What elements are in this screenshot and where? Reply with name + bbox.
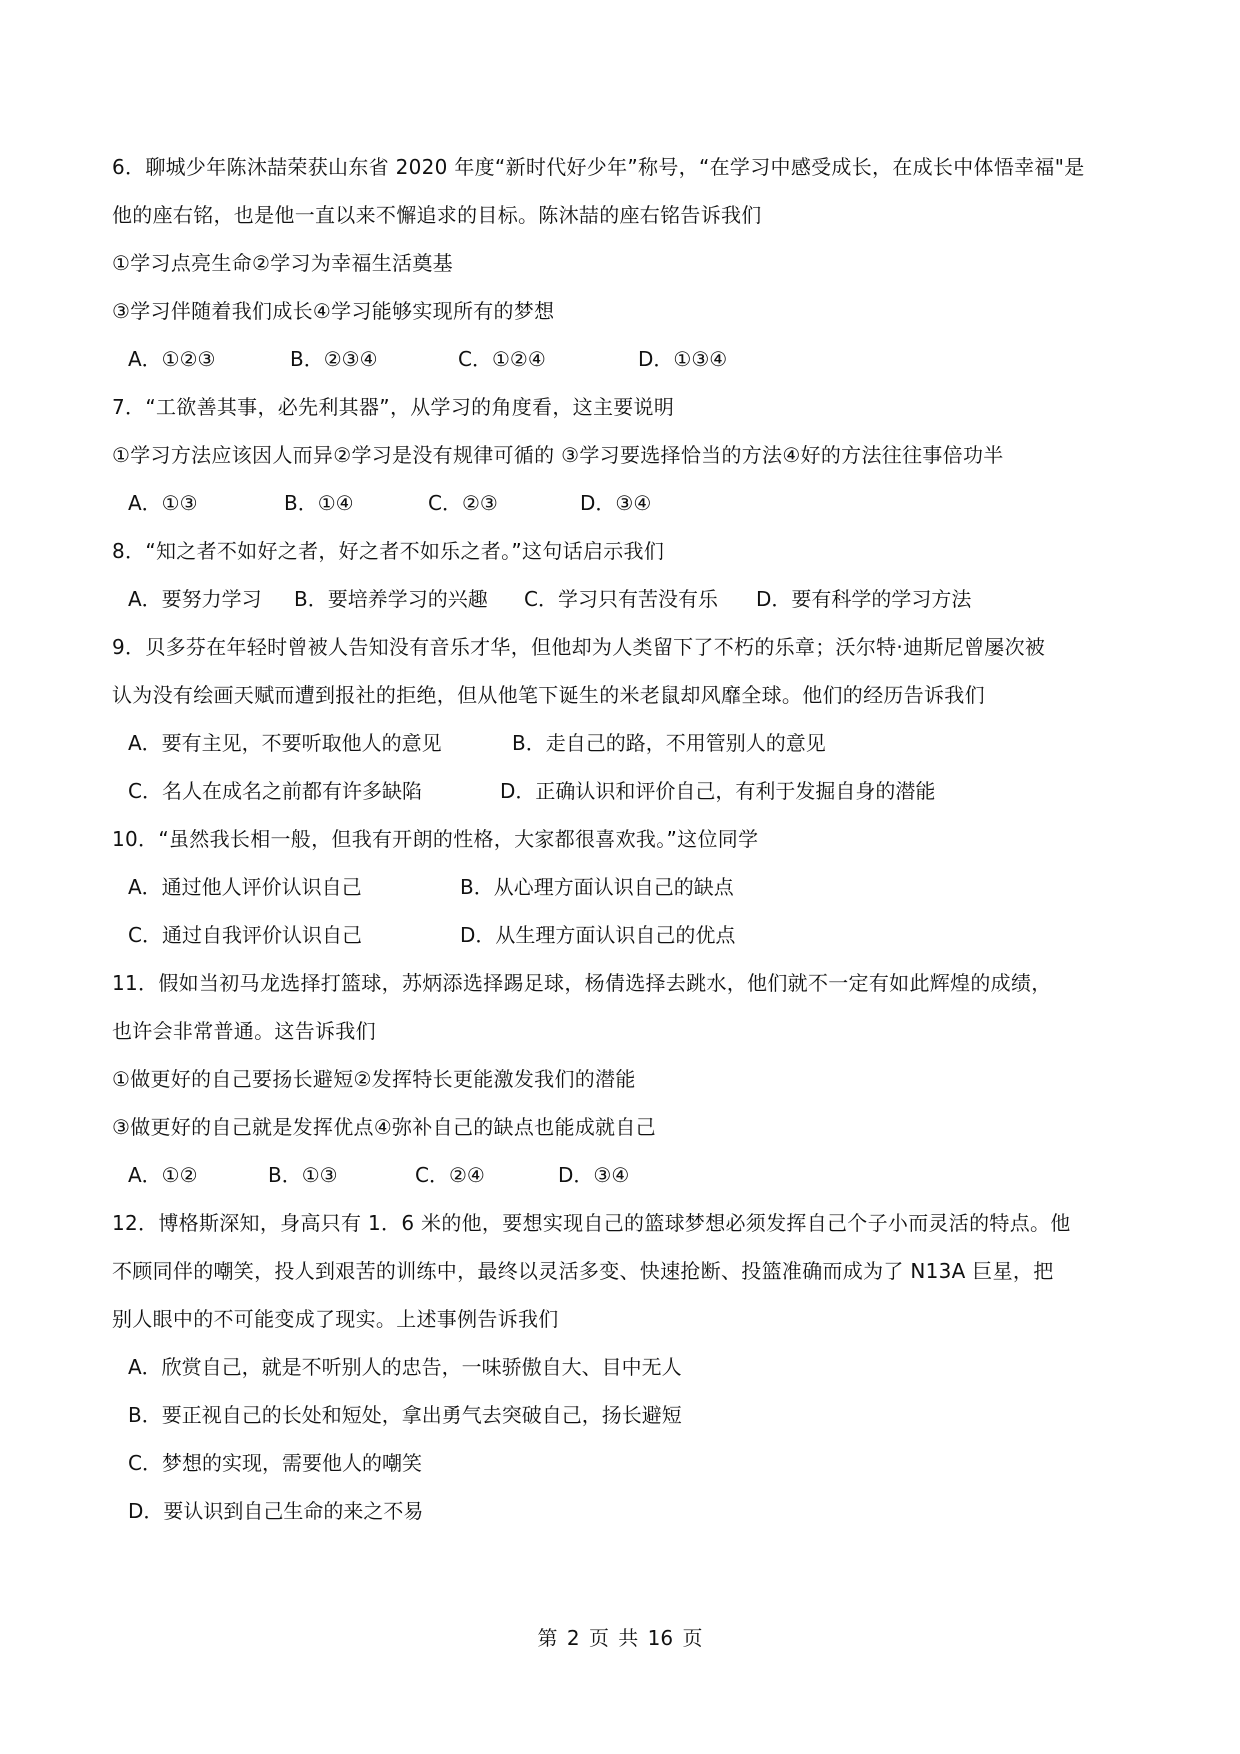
question-12-option-d: D．要认识到自己生命的来之不易 bbox=[128, 1499, 424, 1523]
question-9-option-c: C．名人在成名之前都有许多缺陷 bbox=[128, 779, 422, 803]
question-11-option-b: B．①③ bbox=[268, 1163, 338, 1187]
question-7-statements: ①学习方法应该因人而异②学习是没有规律可循的 ③学习要选择恰当的方法④好的方法往往事倍功半 bbox=[112, 443, 1004, 467]
question-6-option-d: D．①③④ bbox=[638, 347, 728, 371]
question-7-option-a: A．①③ bbox=[128, 491, 198, 515]
question-8-option-c: C．学习只有苦没有乐 bbox=[524, 587, 718, 611]
question-7-option-d: D．③④ bbox=[580, 491, 652, 515]
question-11-stem-line-2: 也许会非常普通。这告诉我们 bbox=[112, 1019, 376, 1043]
question-12-option-b: B．要正视自己的长处和短处，拿出勇气去突破自己，扬长避短 bbox=[128, 1403, 682, 1427]
question-7-option-c: C．②③ bbox=[428, 491, 498, 515]
question-10-option-c: C．通过自我评价认识自己 bbox=[128, 923, 362, 947]
question-10-option-d: D．从生理方面认识自己的优点 bbox=[460, 923, 736, 947]
question-12-option-a: A．欣赏自己，就是不听别人的忠告，一味骄傲自大、目中无人 bbox=[128, 1355, 682, 1379]
question-9-option-d: D．正确认识和评价自己，有利于发掘自身的潜能 bbox=[500, 779, 936, 803]
question-9-stem-line-2: 认为没有绘画天赋而遭到报社的拒绝，但从他笔下诞生的米老鼠却风靡全球。他们的经历告诉我们 bbox=[112, 683, 985, 707]
question-8-stem: 8．“知之者不如好之者，好之者不如乐之者。”这句话启示我们 bbox=[112, 539, 665, 563]
question-12-stem-line-1: 12．博格斯深知，身高只有 1．6 米的他，要想实现自己的篮球梦想必须发挥自己个子小而灵活的特点。他 bbox=[112, 1211, 1071, 1235]
question-8-option-b: B．要培养学习的兴趣 bbox=[294, 587, 488, 611]
question-9-stem-line-1: 9．贝多芬在年轻时曾被人告知没有音乐才华，但他却为人类留下了不朽的乐章；沃尔特·迪斯尼曾屡次被 bbox=[112, 635, 1046, 659]
question-8-option-d: D．要有科学的学习方法 bbox=[756, 587, 972, 611]
question-7-option-b: B．①④ bbox=[284, 491, 354, 515]
question-6-option-b: B．②③④ bbox=[290, 347, 378, 371]
question-10-option-b: B．从心理方面认识自己的缺点 bbox=[460, 875, 734, 899]
question-9-option-b: B．走自己的路，不用管别人的意见 bbox=[512, 731, 826, 755]
question-11-statement-line-2: ③做更好的自己就是发挥优点④弥补自己的缺点也能成就自己 bbox=[112, 1115, 656, 1139]
question-11-statement-line-1: ①做更好的自己要扬长避短②发挥特长更能激发我们的潜能 bbox=[112, 1067, 636, 1091]
question-6-statement-line-1: ①学习点亮生命②学习为幸福生活奠基 bbox=[112, 251, 453, 275]
question-10-stem: 10．“虽然我长相一般，但我有开朗的性格，大家都很喜欢我。”这位同学 bbox=[112, 827, 759, 851]
question-6-statement-line-2: ③学习伴随着我们成长④学习能够实现所有的梦想 bbox=[112, 299, 555, 323]
question-9-option-a: A．要有主见，不要听取他人的意见 bbox=[128, 731, 442, 755]
question-11-option-c: C．②④ bbox=[415, 1163, 485, 1187]
question-6-option-c: C．①②④ bbox=[458, 347, 546, 371]
question-6-option-a: A．①②③ bbox=[128, 347, 216, 371]
question-12-option-c: C．梦想的实现，需要他人的嘲笑 bbox=[128, 1451, 422, 1475]
question-7-stem: 7．“工欲善其事，必先利其器”，从学习的角度看，这主要说明 bbox=[112, 395, 675, 419]
question-11-option-d: D．③④ bbox=[558, 1163, 630, 1187]
question-10-option-a: A．通过他人评价认识自己 bbox=[128, 875, 362, 899]
question-12-stem-line-2: 不顾同伴的嘲笑，投人到艰苦的训练中，最终以灵活多变、快速抢断、投篮准确而成为了 N13A 巨星，把 bbox=[112, 1259, 1054, 1283]
question-8-option-a: A．要努力学习 bbox=[128, 587, 262, 611]
page-number-footer: 第 2 页 共 16 页 bbox=[537, 1626, 703, 1650]
question-11-stem-line-1: 11．假如当初马龙选择打篮球，苏炳添选择踢足球，杨倩选择去跳水，他们就不一定有如此辉煌的成绩， bbox=[112, 971, 1052, 995]
question-12-stem-line-3: 别人眼中的不可能变成了现实。上述事例告诉我们 bbox=[112, 1307, 559, 1331]
question-11-option-a: A．①② bbox=[128, 1163, 198, 1187]
question-6-stem-line-2: 他的座右铭，也是他一直以来不懈追求的目标。陈沐喆的座右铭告诉我们 bbox=[112, 203, 762, 227]
question-6-stem-line-1: 6．聊城少年陈沐喆荣获山东省 2020 年度“新时代好少年”称号，“在学习中感受成长，在成长中体悟幸福"是 bbox=[112, 155, 1085, 179]
